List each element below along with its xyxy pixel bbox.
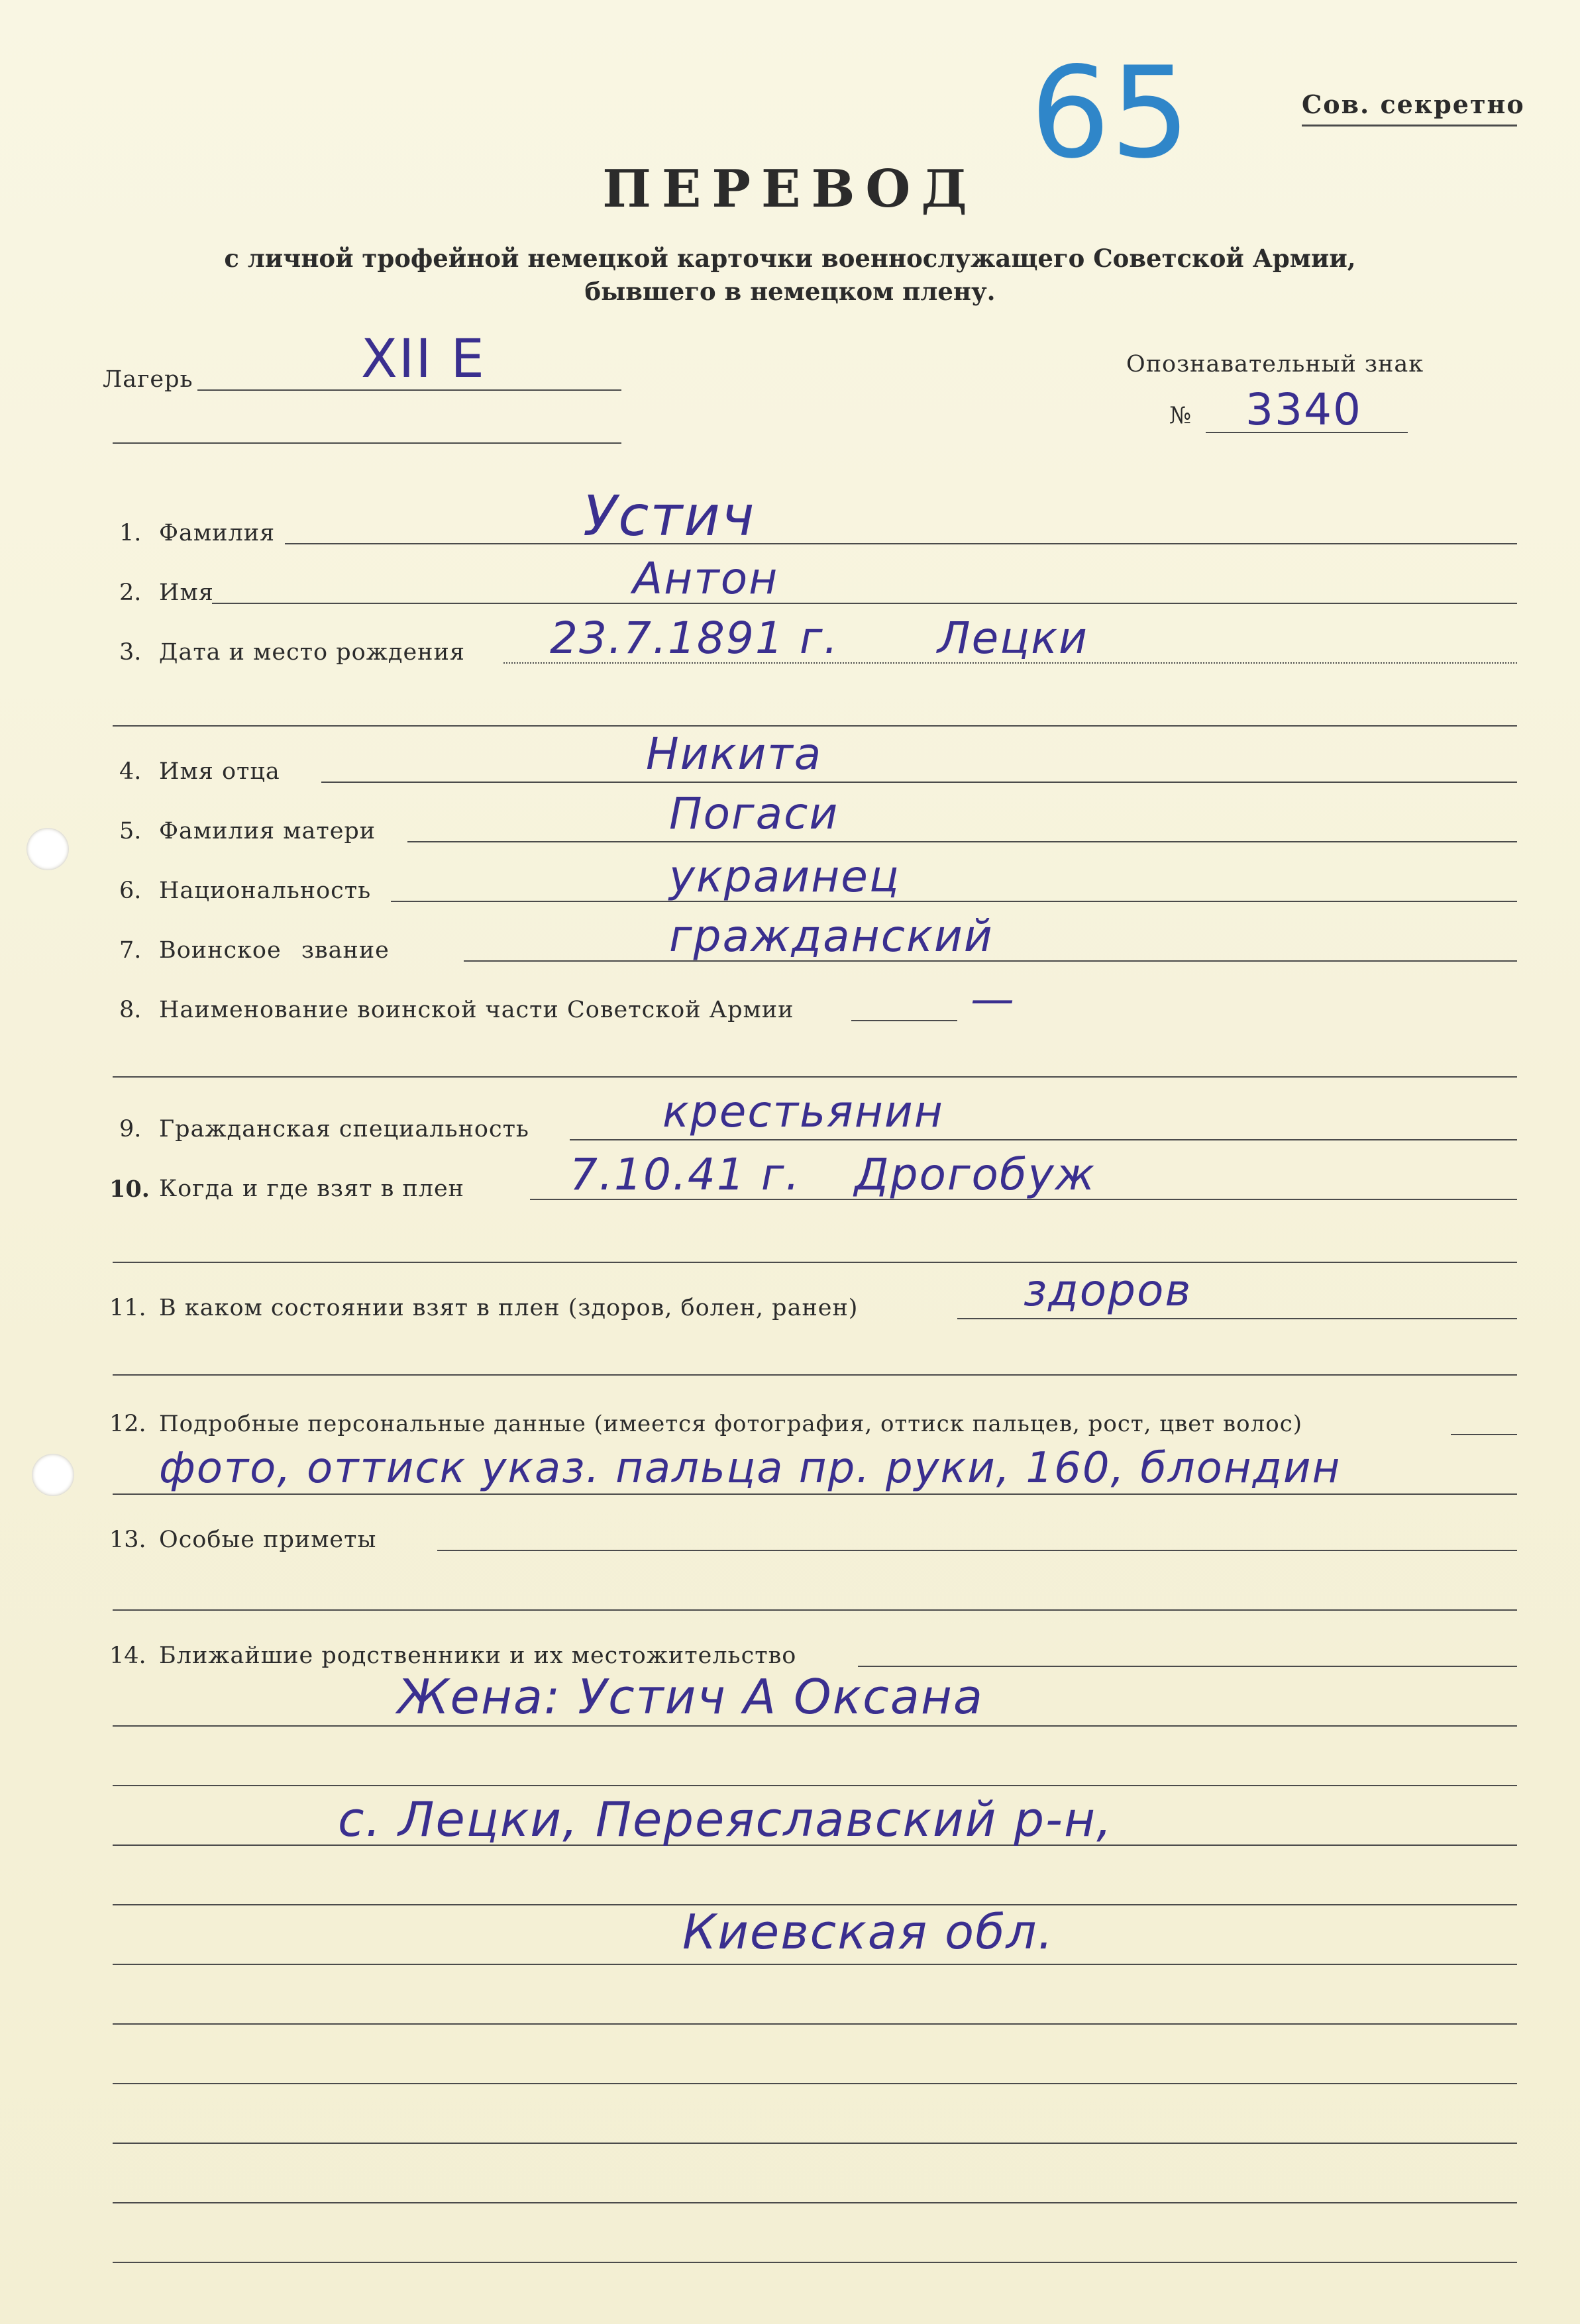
camp-line (197, 389, 621, 391)
field-8-number: 8. (119, 997, 142, 1023)
field-9-line (570, 1139, 1517, 1140)
field-10-line-2 (113, 1262, 1517, 1263)
relatives-line-1-text: Жена: Устич А Оксана (397, 1669, 984, 1725)
field-13-line (437, 1550, 1517, 1551)
field-4-label: Имя отца (159, 758, 280, 785)
subtitle-line-1: с личной трофейной немецкой карточки военнослужащего Советской Армии, (224, 244, 1356, 273)
field-9-label: Гражданская специальность (159, 1116, 529, 1142)
field-14-number: 14. (109, 1642, 146, 1669)
id-number-value: 3340 (1245, 384, 1362, 435)
field-2-label: Имя (159, 580, 214, 606)
relatives-line-6 (113, 2023, 1517, 2025)
field-10-value-place: Дрогобуж (855, 1149, 1096, 1200)
field-9-number: 9. (119, 1116, 142, 1142)
field-7-label: Воинское звание (159, 937, 390, 964)
field-1-line (285, 543, 1517, 544)
field-10-label: Когда и где взят в плен (159, 1176, 465, 1202)
relatives-line-5 (113, 1964, 1517, 1965)
field-1-label: Фамилия (159, 520, 276, 546)
field-13-line-2 (113, 1609, 1517, 1611)
field-3-label: Дата и место рождения (159, 639, 465, 666)
field-8-label: Наименование воинской части Советской Армии (159, 997, 794, 1023)
field-3-value-date: 23.7.1891 г. (550, 613, 839, 664)
field-12-number: 12. (109, 1411, 146, 1437)
field-6-line (391, 901, 1517, 902)
field-14-line (858, 1666, 1517, 1667)
field-11-value: здоров (1024, 1265, 1192, 1316)
field-11-line-2 (113, 1374, 1517, 1376)
field-1-value: Устич (583, 483, 756, 548)
field-13-label: Особые приметы (159, 1527, 377, 1553)
id-number-label: № (1169, 403, 1192, 429)
relatives-line-1 (113, 1725, 1517, 1727)
field-13-number: 13. (109, 1527, 146, 1553)
relatives-line-7 (113, 2083, 1517, 2084)
punch-hole-lower (32, 1454, 74, 1496)
field-14-label: Ближайшие родственники и их местожительство (159, 1642, 797, 1669)
field-2-line (212, 603, 1517, 604)
relatives-line-8 (113, 2143, 1517, 2144)
field-3-value-place: Лецки (937, 613, 1088, 664)
field-4-line (321, 782, 1517, 783)
field-12-line-2 (113, 1493, 1517, 1495)
field-4-number: 4. (119, 758, 142, 785)
field-4-value: Никита (646, 729, 823, 780)
corner-number: 65 (1030, 40, 1190, 186)
relatives-line-2-text: с. Лецки, Переяславский р-н, (338, 1792, 1113, 1847)
field-1-number: 1. (119, 520, 142, 546)
camp-label: Лагерь (103, 366, 193, 393)
field-6-value: украинец (669, 851, 900, 902)
field-12-value: фото, оттиск указ. пальца пр. руки, 160, блондин (159, 1444, 1342, 1493)
relatives-line-3-text: Киевская обл. (682, 1904, 1055, 1960)
field-8-line (851, 1020, 957, 1021)
field-8-value: — (971, 974, 1016, 1025)
field-7-value: гражданский (669, 911, 994, 962)
field-11-label: В каком состоянии взят в плен (здоров, болен, ранен) (159, 1295, 859, 1321)
field-5-value: Погаси (669, 788, 839, 839)
field-5-number: 5. (119, 818, 142, 844)
field-3-line-2 (113, 725, 1517, 727)
field-6-number: 6. (119, 878, 142, 904)
punch-hole-upper (26, 828, 69, 870)
camp-line-2 (113, 442, 621, 444)
field-12-line (1451, 1434, 1517, 1435)
field-8-line-2 (113, 1076, 1517, 1078)
relatives-line-2 (113, 1785, 1517, 1786)
field-9-value: крестьянин (662, 1086, 944, 1137)
page-title: ПЕРЕВОД (602, 159, 978, 219)
classification-underline (1302, 125, 1517, 126)
field-3-number: 3. (119, 639, 142, 666)
classification-stamp: Сов. секретно (1302, 89, 1525, 119)
field-2-value: Антон (633, 553, 779, 604)
field-10-number: 10. (109, 1176, 150, 1203)
relatives-line-9 (113, 2202, 1517, 2203)
field-6-label: Национальность (159, 878, 372, 904)
field-11-line (957, 1318, 1517, 1319)
field-5-label: Фамилия матери (159, 818, 376, 844)
relatives-line-10 (113, 2262, 1517, 2263)
id-mark-label: Опознавательный знак (1126, 351, 1424, 378)
field-11-number: 11. (109, 1295, 146, 1321)
field-12-label: Подробные персональные данные (имеется фотография, оттиск пальцев, рост, цвет волос) (159, 1411, 1303, 1437)
field-7-number: 7. (119, 937, 142, 964)
field-5-line (407, 841, 1517, 842)
subtitle-line-2: бывшего в немецком плену. (584, 277, 996, 306)
field-2-number: 2. (119, 580, 142, 606)
field-10-value-date: 7.10.41 г. (570, 1149, 801, 1200)
camp-value: XII E (361, 328, 486, 389)
